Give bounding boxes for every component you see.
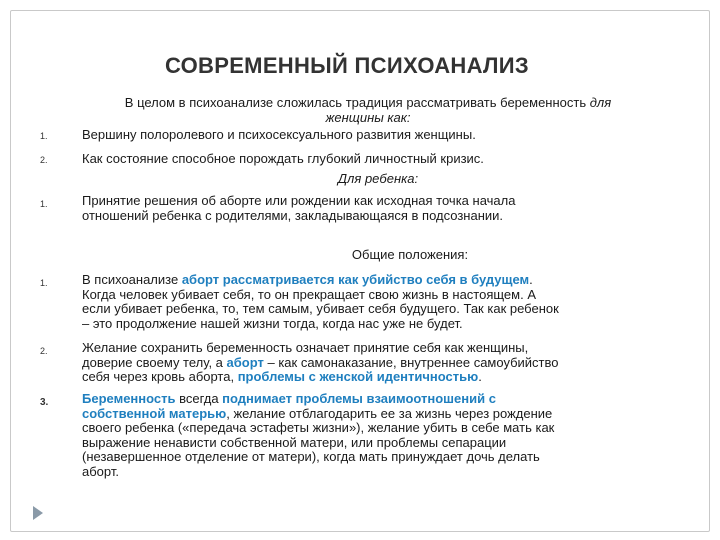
list-number: 1. [40,278,48,288]
text-line: аборт. [82,463,119,479]
text-line: если убивает ребенка, то, тем самым, убивает себя будущего. Так как ребенок [82,301,559,316]
text-line: собственной матерью, желание отблагодарить ее за жизнь через рождение [82,405,553,421]
text-line: Беременность всегда поднимает проблемы взаимоотношений с [82,391,496,406]
text-line: – это продолжение нашей жизни тогда, когда нас уже не будет. [82,315,463,331]
list-number: 1. [40,131,48,141]
list-item: Вершину полоролевого и психосексуального развития женщины. [82,127,476,142]
text-line: выражение ненависти собственной матери, или проблемы сепарации [82,434,507,450]
list-number: 1. [40,199,48,209]
text-line: себя через кровь аборта, проблемы с женской идентичностью. [82,369,482,384]
list-item [82,341,674,385]
text-line: Принятие решения об аборте или рождении как исходная точка начала [82,193,516,208]
intro-paragraph [60,96,676,125]
list-item [82,194,674,223]
general-heading: Общие положения: [351,247,469,262]
text-line: Желание сохранить беременность означает принятие себя как женщины, [82,340,529,355]
list-number: 2. [40,346,48,356]
intro-line-1: В целом в психоанализе сложилась традиция рассматривать беременность для [124,95,612,110]
arrow-right-icon[interactable] [33,506,43,520]
text-line: доверие своему телу, а аборт – как самонаказание, внутреннее самоубийство [82,354,559,370]
page-title: СОВРЕМЕННЫЙ ПСИХОАНАЛИЗ [165,53,529,78]
list-item [82,273,674,331]
list-number: 3. [40,397,49,408]
intro-line-2: женщины как: [325,109,411,125]
text-line: своего ребенка («передача эстафеты жизни»), желание убить в себе мать как [82,420,555,435]
text-line: отношений ребенка с родителями, закладывающаяся в подсознании. [82,207,504,223]
list-number: 2. [40,155,48,165]
text-line: Когда человек убивает себя, то он прекращает свою жизнь в настоящем. А [82,286,536,302]
list-item: Как состояние способное порождать глубокий личностный кризис. [82,151,484,166]
list-item [82,392,674,479]
text-line: (незавершенное отделение от матери), когда мать принуждает дочь делать [82,449,540,464]
text-line: В психоанализе аборт рассматривается как убийство себя в будущем. [82,272,533,287]
child-heading: Для ребенка: [337,171,419,186]
